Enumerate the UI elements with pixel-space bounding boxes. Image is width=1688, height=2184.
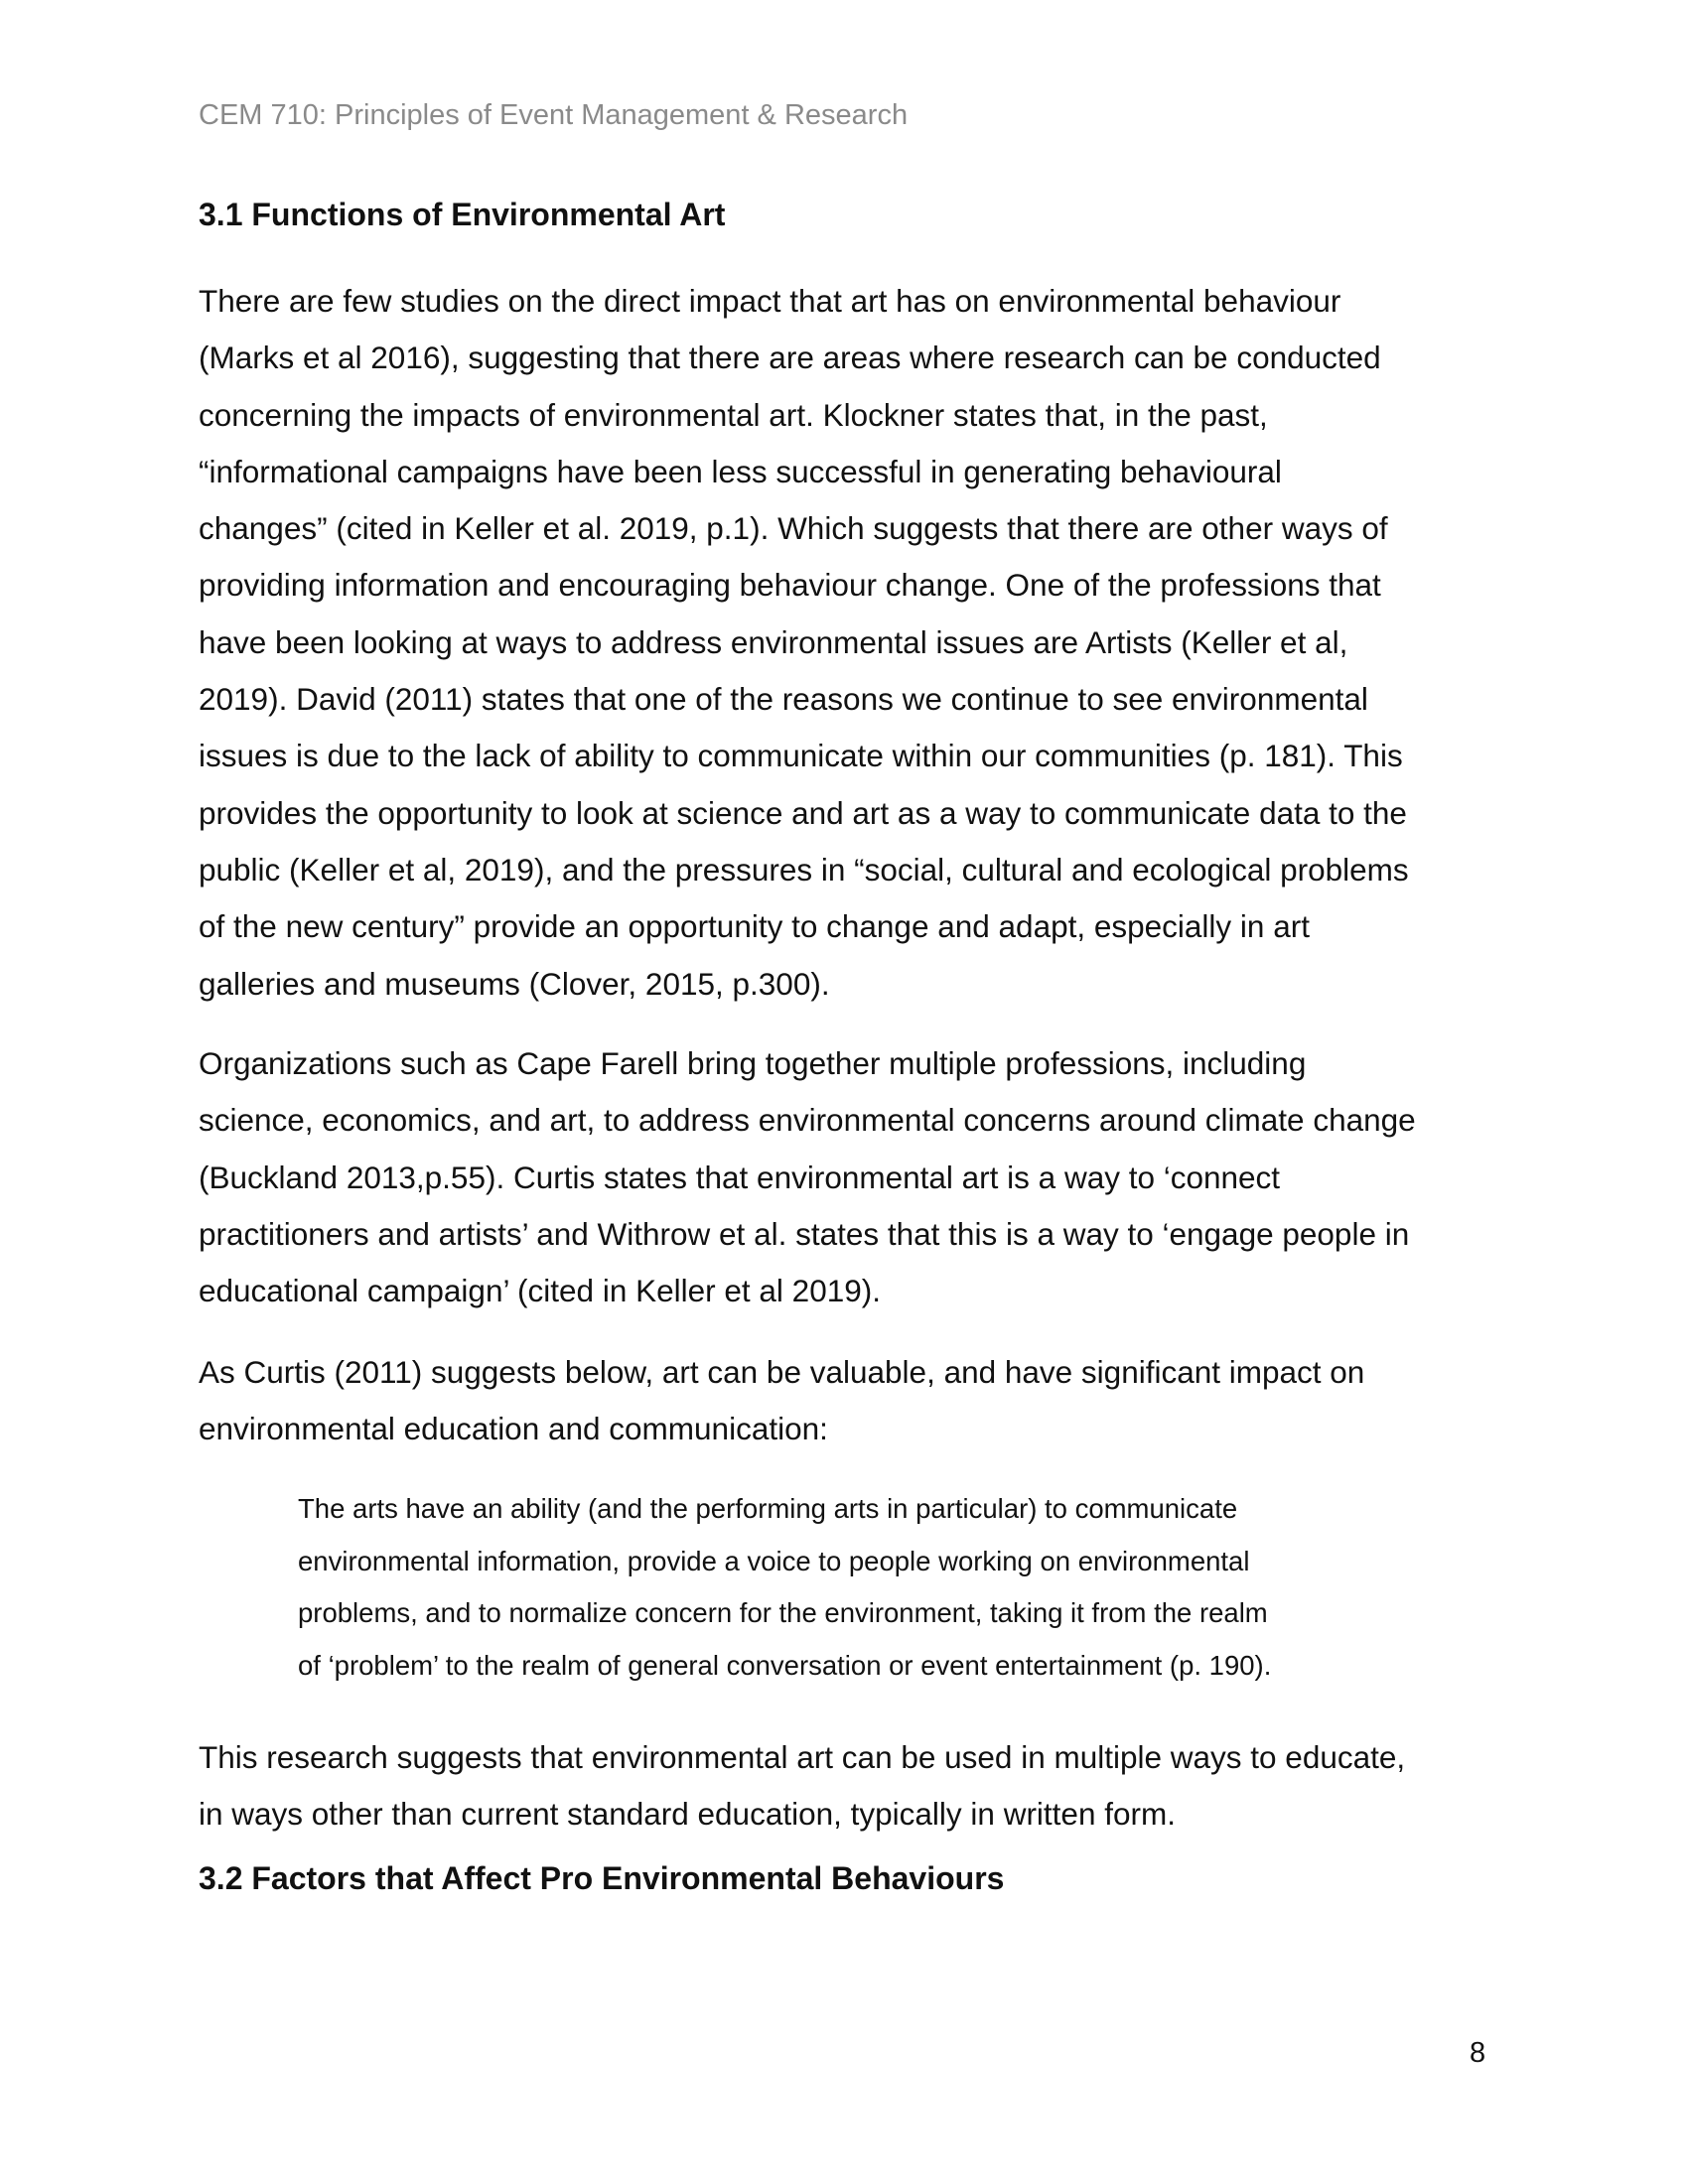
text-line: practitioners and artists’ and Withrow et al. states that this is a way to ‘engage people in xyxy=(199,1215,1410,1252)
text-line: environmental education and communication: xyxy=(199,1411,828,1447)
text-line: (Marks et al 2016), suggesting that there are areas where research can be conducted xyxy=(199,340,1381,376)
page-number: 8 xyxy=(1470,2037,1486,2069)
paragraph xyxy=(199,1035,1489,1319)
text-line: changes” (cited in Keller et al. 2019, p.1). Which suggests that there are other ways of xyxy=(199,510,1388,547)
text-line: educational campaign’ (cited in Keller et al 2019). xyxy=(199,1273,881,1309)
text-line: in ways other than current standard education, typically in written form. xyxy=(199,1796,1176,1833)
quote-line: of ‘problem’ to the realm of general conversation or event entertainment (p. 190). xyxy=(298,1649,1272,1681)
text-line: have been looking at ways to address environmental issues are Artists (Keller et al, xyxy=(199,623,1348,660)
text-line: (Buckland 2013,p.55). Curtis states that environmental art is a way to ‘connect xyxy=(199,1159,1281,1195)
text-line: “informational campaigns have been less successful in generating behavioural xyxy=(199,453,1282,489)
quote-line: environmental information, provide a voice to people working on environmental xyxy=(298,1545,1250,1576)
text-line: This research suggests that environmental art can be used in multiple ways to educate, xyxy=(199,1739,1406,1775)
section-heading: 3.2 Factors that Affect Pro Environmental Behaviours xyxy=(199,1860,1005,1896)
running-header: CEM 710: Principles of Event Management & Research xyxy=(199,99,909,131)
text-line: providing information and encouraging behaviour change. One of the professions that xyxy=(199,567,1381,604)
text-line: As Curtis (2011) suggests below, art can be valuable, and have significant impact on xyxy=(199,1354,1365,1390)
text-line: issues is due to the lack of ability to communicate within our communities (p. 181). This xyxy=(199,738,1403,774)
text-line: concerning the impacts of environmental art. Klockner states that, in the past, xyxy=(199,396,1268,433)
paragraph xyxy=(199,273,1489,1013)
block-quote xyxy=(298,1483,1390,1692)
text-line: provides the opportunity to look at science and art as a way to communicate data to the xyxy=(199,794,1407,831)
text-line: Organizations such as Cape Farell bring together multiple professions, including xyxy=(199,1045,1307,1081)
section-heading: 3.1 Functions of Environmental Art xyxy=(199,197,726,232)
quote-line: problems, and to normalize concern for the environment, taking it from the realm xyxy=(298,1597,1268,1628)
quote-line: The arts have an ability (and the performing arts in particular) to communicate xyxy=(298,1493,1238,1524)
text-line: science, economics, and art, to address environmental concerns around climate change xyxy=(199,1102,1416,1139)
text-line: 2019). David (2011) states that one of the reasons we continue to see environmental xyxy=(199,681,1368,718)
text-line: public (Keller et al, 2019), and the pressures in “social, cultural and ecological problems xyxy=(199,851,1409,887)
text-line: There are few studies on the direct impact that art has on environmental behaviour xyxy=(199,283,1341,319)
paragraph xyxy=(199,1344,1489,1458)
paragraph xyxy=(199,1729,1489,1843)
text-line: of the new century” provide an opportunity to change and adapt, especially in art xyxy=(199,908,1310,945)
text-line: galleries and museums (Clover, 2015, p.300). xyxy=(199,965,830,1002)
